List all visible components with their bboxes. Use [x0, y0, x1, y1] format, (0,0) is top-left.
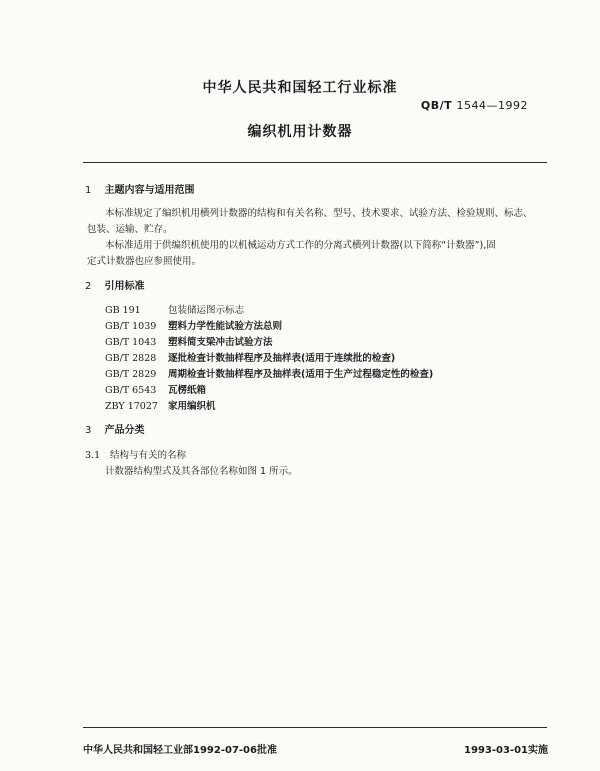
reference-item	[105, 302, 244, 316]
reference-code: GB/T 6543	[105, 385, 157, 396]
reference-title: 逐批检查计数抽样程序及抽样表(适用于连续批的检查)	[168, 353, 396, 364]
section-number: 1	[85, 185, 92, 196]
subsection-title: 结构与有关的名称	[110, 450, 187, 461]
reference-item	[105, 334, 273, 348]
reference-item	[105, 318, 282, 332]
header-divider	[83, 162, 547, 163]
reference-code: GB 191	[105, 305, 141, 316]
reference-code: GB/T 1039	[105, 321, 157, 332]
section-title: 引用标准	[104, 281, 145, 292]
section-1-paragraph-1-line-1: 本标准规定了编织机用横列计数器的结构和有关名称、型号、技术要求、试验方法、检验规则、标志、	[105, 208, 533, 219]
reference-item	[105, 382, 206, 396]
section-1-paragraph-2-line-1: 本标准适用于供编织机使用的以机械运动方式工作的分离式横列计数器(以下简称“计数器”),固	[105, 240, 496, 251]
standard-prefix: QB/T	[420, 99, 453, 112]
subsection-3-1-paragraph: 计数器结构型式及其各部位名称如图 1 所示。	[105, 466, 298, 477]
section-1-paragraph-2-line-2: 定式计数器也应参照使用。	[87, 256, 202, 267]
section-number: 3	[85, 425, 92, 436]
issuing-body-title: 中华人民共和国轻工行业标准	[202, 80, 398, 96]
section-number: 2	[85, 281, 92, 292]
footer-divider	[83, 727, 547, 728]
section-1-heading	[85, 181, 194, 196]
standard-code	[421, 99, 528, 112]
reference-title: 瓦楞纸箱	[168, 385, 207, 396]
reference-title: 包装储运图示标志	[168, 305, 245, 316]
reference-item	[105, 350, 395, 364]
standard-number: 1544—1992	[456, 99, 528, 112]
reference-title: 家用编织机	[168, 401, 216, 412]
reference-title: 周期检查计数抽样程序及抽样表(适用于生产过程稳定性的检查)	[168, 369, 434, 380]
section-3-heading	[85, 421, 144, 436]
reference-item	[105, 366, 433, 380]
section-2-heading	[85, 277, 144, 292]
reference-code: ZBY 17027	[105, 401, 158, 412]
document-title: 编织机用计数器	[247, 124, 353, 140]
section-title: 产品分类	[104, 425, 145, 436]
implementation-date: 1993-03-01实施	[464, 745, 548, 756]
reference-code: GB/T 2828	[105, 353, 157, 364]
section-1-paragraph-1-line-2: 包装、运输、贮存。	[87, 224, 173, 235]
reference-title: 塑料力学性能试验方法总则	[168, 321, 283, 332]
reference-title: 塑料简支梁冲击试验方法	[168, 337, 273, 348]
subsection-3-1-heading	[85, 447, 186, 461]
approval-note: 中华人民共和国轻工业部1992-07-06批准	[83, 745, 277, 756]
section-title: 主题内容与适用范围	[104, 185, 195, 196]
subsection-number: 3.1	[85, 450, 101, 461]
reference-code: GB/T 1043	[105, 337, 157, 348]
reference-item	[105, 398, 216, 412]
reference-code: GB/T 2829	[105, 369, 157, 380]
